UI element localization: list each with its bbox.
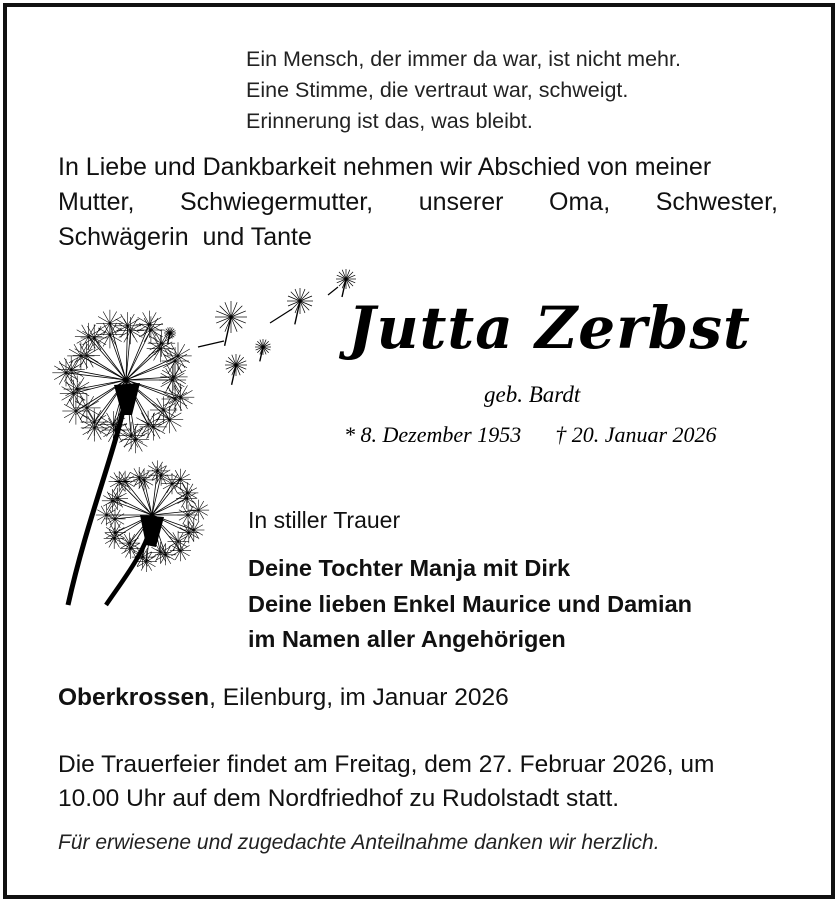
mourner-line: Deine Tochter Manja mit Dirk bbox=[248, 555, 571, 581]
thanks-note: Für erwiesene und zugedachte Anteilnahme danken wir herzlich. bbox=[58, 831, 660, 854]
life-dates bbox=[344, 422, 717, 448]
poem bbox=[246, 44, 681, 137]
place-date bbox=[58, 684, 509, 712]
poem-line: Ein Mensch, der immer da war, ist nicht mehr. bbox=[246, 47, 681, 71]
funeral-line: 10.00 Uhr auf dem Nordfriedhof zu Rudolstadt statt. bbox=[58, 785, 620, 812]
poem-line: Erinnerung ist das, was bleibt. bbox=[246, 109, 533, 133]
intro-text bbox=[58, 150, 778, 255]
mourners-list bbox=[248, 551, 692, 658]
deceased-name: Jutta Zerbst bbox=[348, 294, 751, 362]
poem-line: Eine Stimme, die vertraut war, schweigt. bbox=[246, 78, 629, 102]
birth-date: * 8. Dezember 1953 bbox=[344, 422, 522, 447]
death-date: † 20. Januar 2026 bbox=[555, 422, 717, 447]
intro-word: Schwiegermutter, bbox=[179, 188, 374, 216]
mourner-line: im Namen aller Angehörigen bbox=[248, 626, 566, 652]
intro-line bbox=[58, 185, 778, 220]
intro-line-1: In Liebe und Dankbarkeit nehmen wir Abschied von meiner bbox=[58, 153, 712, 181]
funeral-info bbox=[58, 748, 714, 816]
intro-line bbox=[58, 150, 778, 185]
funeral-line: Die Trauerfeier findet am Freitag, dem 27. Februar 2026, um bbox=[58, 751, 715, 778]
intro-word: Oma, bbox=[549, 188, 611, 216]
intro-word: Schwester, bbox=[655, 188, 778, 216]
intro-word: unserer bbox=[418, 188, 504, 216]
birth-name: geb. Bardt bbox=[484, 382, 581, 407]
place-bold: Oberkrossen bbox=[58, 684, 210, 711]
intro-word: Mutter, bbox=[58, 188, 135, 216]
intro-line-3: Schwägerin und Tante bbox=[58, 223, 312, 251]
mourner-line: Deine lieben Enkel Maurice und Damian bbox=[248, 590, 693, 617]
mourning-heading: In stiller Trauer bbox=[248, 507, 401, 533]
place-rest: , Eilenburg, im Januar 2026 bbox=[209, 684, 509, 711]
